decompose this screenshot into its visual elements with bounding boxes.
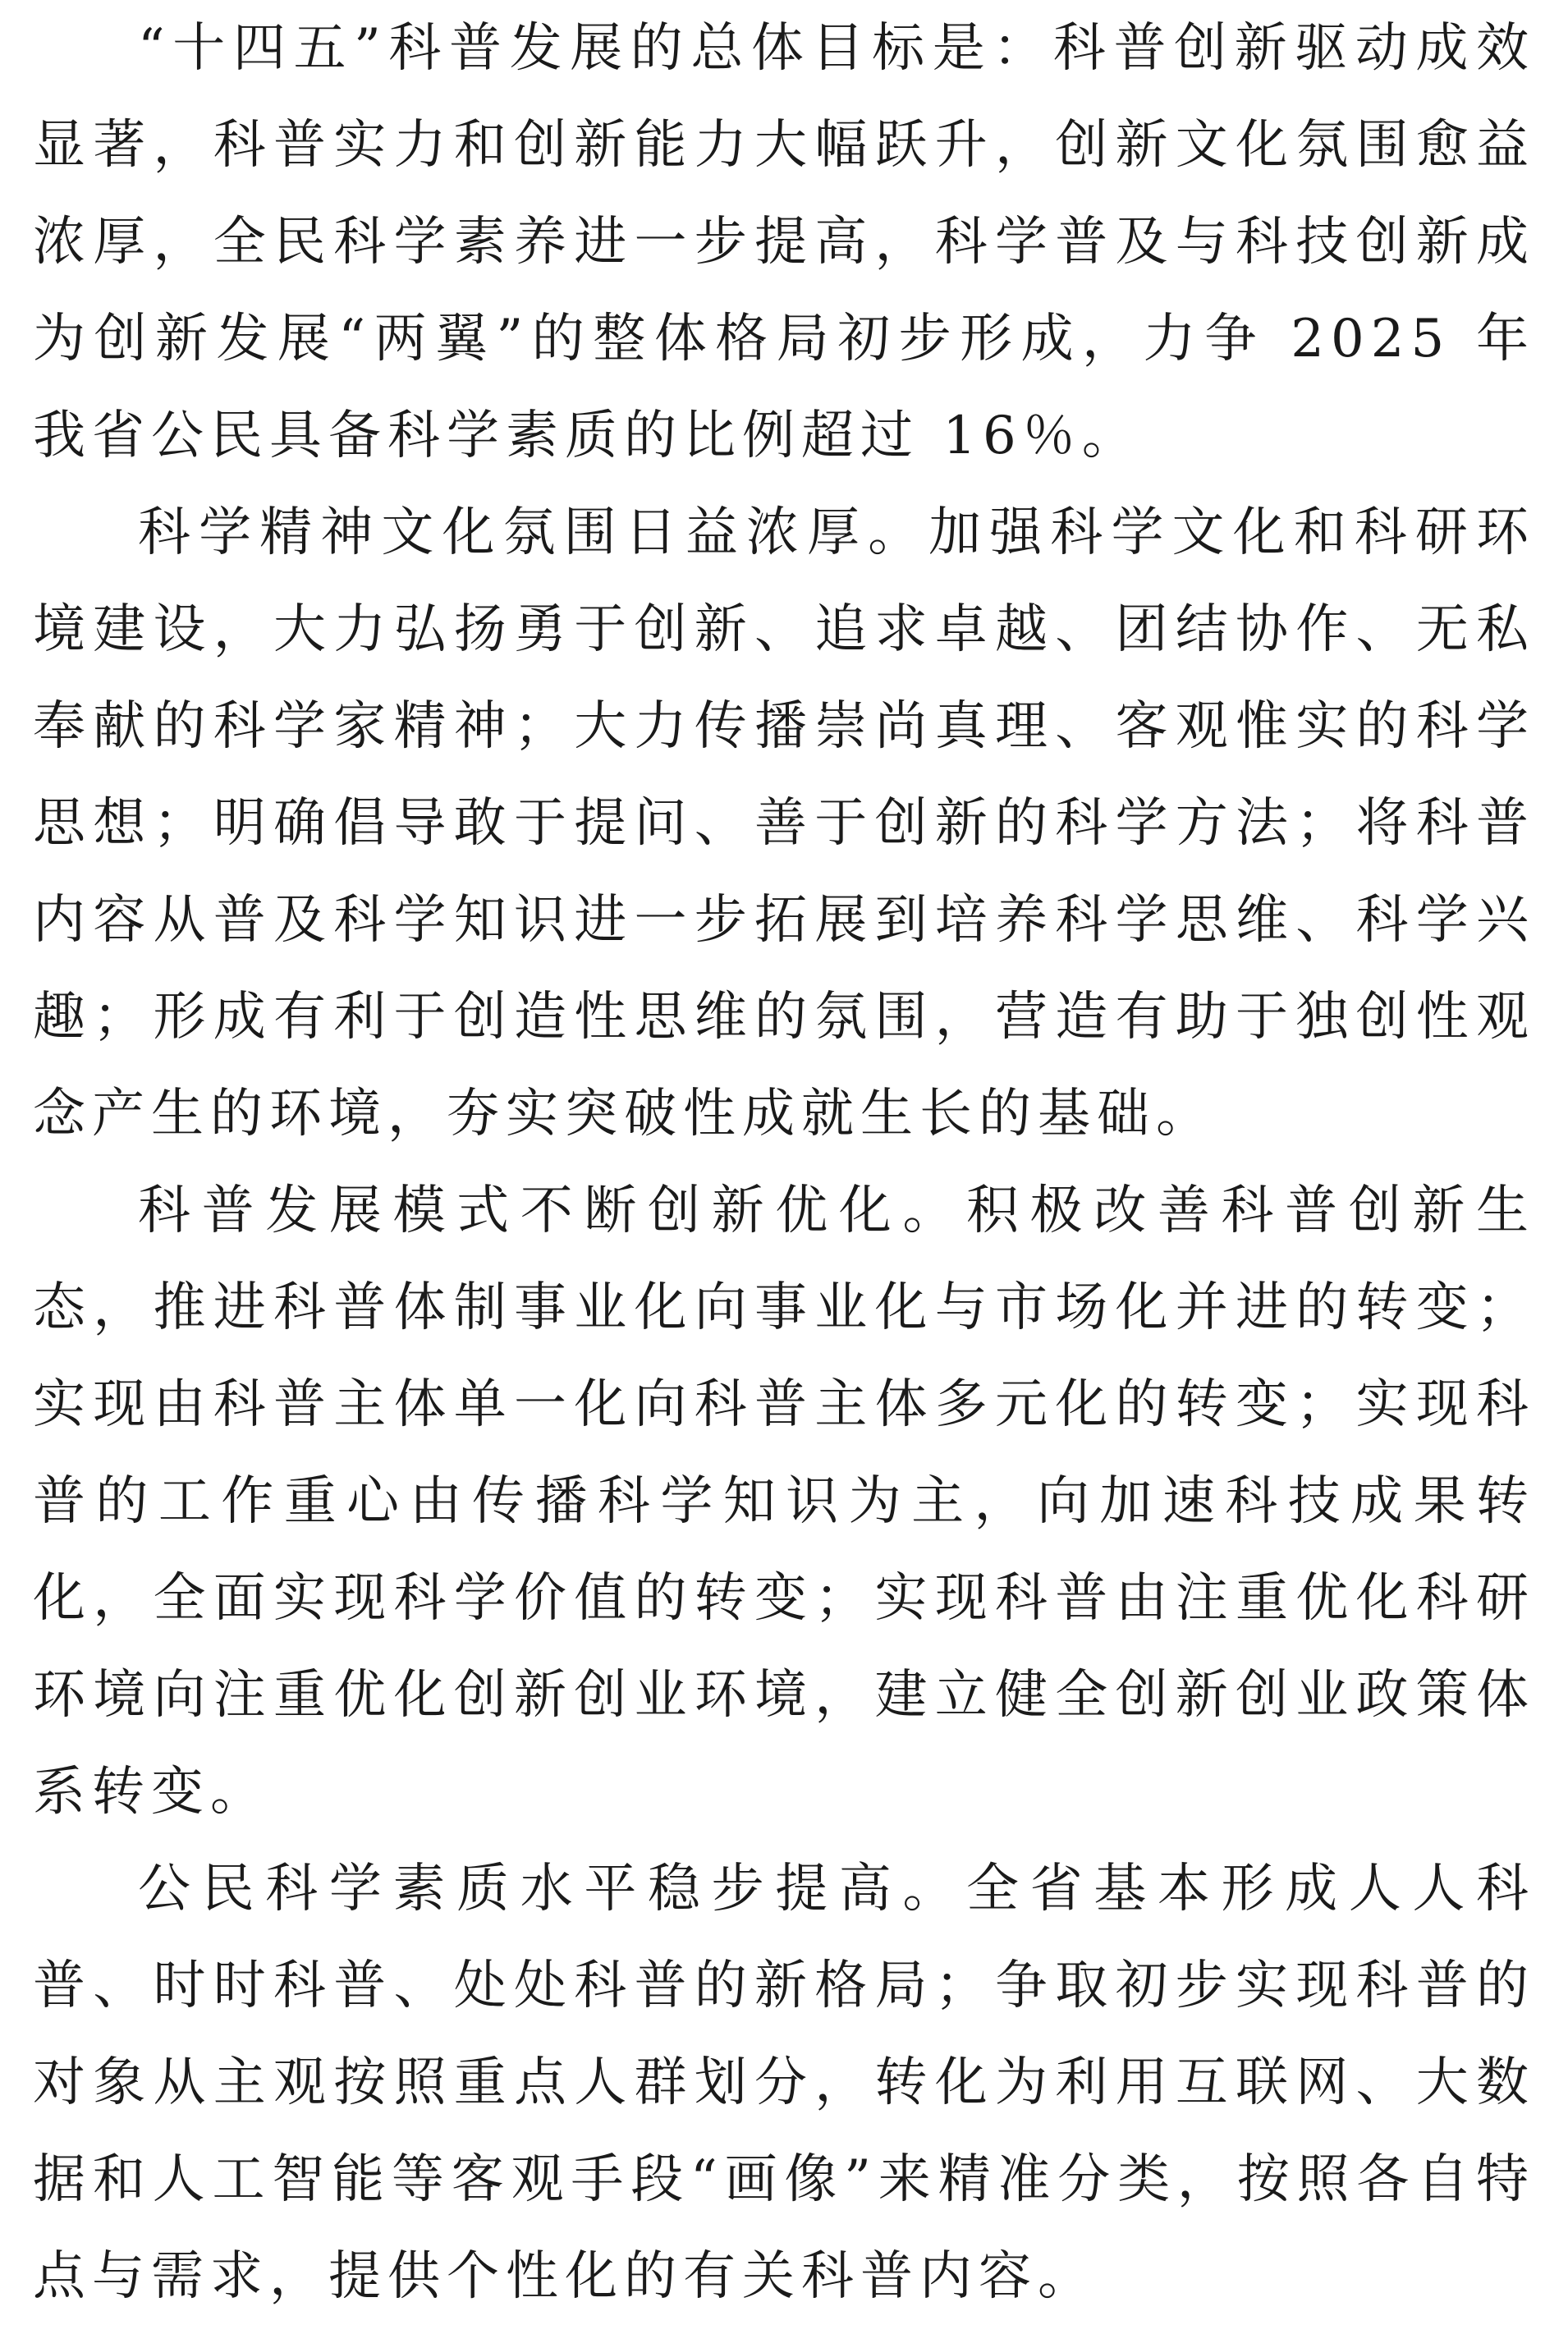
paragraph-development-model: 科普发展模式不断创新优化。积极改善科普创新生态，推进科普体制事业化向事业化与市场化并进的转变；实现由科普主体单一化向科普主体多元化的转变；实现科普的工作重心由传播科学知识为主，向加速科技成果转化，全面实现科学价值的转变；实现科普由注重优化科研环境向注重优化创新创业环境，建立健全创新创业政策体系转变。 bbox=[33, 1181, 1535, 1823]
document-body bbox=[33, 0, 1535, 2325]
paragraph-citizen-literacy: 公民科学素质水平稳步提高。全省基本形成人人科普、时时科普、处处科普的新格局；争取初步实现科普的对象从主观按照重点人群划分，转化为利用互联网、大数据和人工智能等客观手段“画像”来精准分类，按照各自特点与需求，提供个性化的有关科普内容。 bbox=[33, 1859, 1535, 2307]
paragraph-science-spirit: 科学精神文化氛围日益浓厚。加强科学文化和科研环境建设，大力弘扬勇于创新、追求卓越、团结协作、无私奉献的科学家精神；大力传播崇尚真理、客观惟实的科学思想；明确倡导敢于提问、善于创新的科学方法；将科普内容从普及科学知识进一步拓展到培养科学思维、科学兴趣；形成有利于创造性思维的氛围，营造有助于独创性观念产生的环境，夯实突破性成就生长的基础。 bbox=[33, 502, 1535, 1144]
paragraph-overall-goal: “十四五”科普发展的总体目标是：科普创新驱动成效显著，科普实力和创新能力大幅跃升，创新文化氛围愈益浓厚，全民科学素养进一步提高，科学普及与科技创新成为创新发展“两翼”的整体格局初步形成，力争 2025 年我省公民具备科学素质的比例超过 16％。 bbox=[33, 18, 1535, 466]
